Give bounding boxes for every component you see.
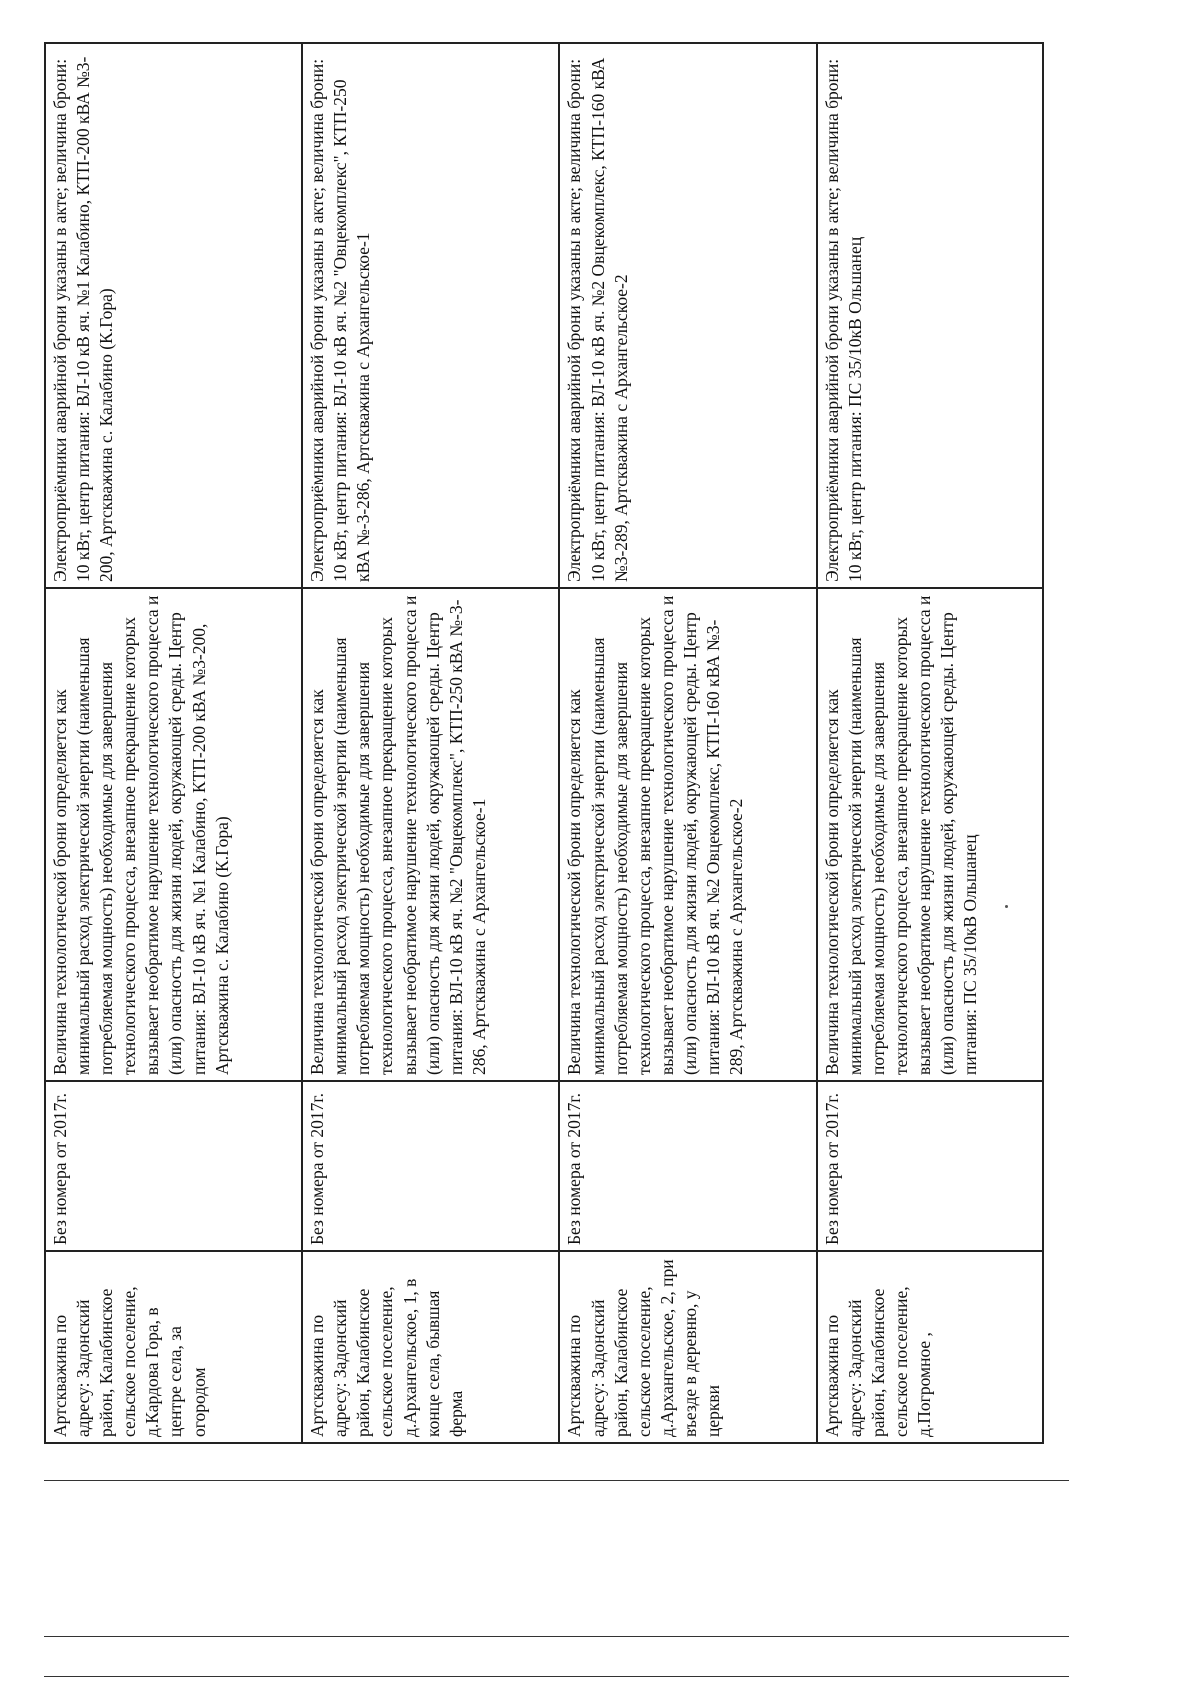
- table-row: [302, 43, 559, 1443]
- rotated-table-inner: [44, 44, 1044, 1444]
- table-row: [45, 43, 302, 1443]
- object-cell: Артскважина по адресу: Задонский район, Калабинское сельское поселение, д.Архангельское, 1, в конце села, бывшая ферма: [302, 1251, 559, 1443]
- act-cell: Без номера от 2017г.: [302, 1081, 559, 1251]
- emergency-reserve-cell: Электроприёмники аварийной брони указаны в акте; величина брони: 10 кВт, центр питания: ВЛ-10 кВ яч. №1 Калабино, КТП-200 кВА №3-200, Артскважина с. Калабино (К.Гора): [45, 43, 302, 588]
- tech-reserve-cell: Величина технологической брони определяется как минимальный расход электрической энергии (наименьшая потребляемая мощность) необходимые для завершения технологического процесса, внезапное прекращение которых вызывает необратимое нарушение технологического процесса и (или) опасность для жизни людей, окружающей среды. Центр питания: ПС 35/10кВ Ольшанец: [817, 588, 1043, 1081]
- tech-reserve-cell: Величина технологической брони определяется как минимальный расход электрической энергии (наименьшая потребляемая мощность) необходимые для завершения технологического процесса, внезапное прекращение которых вызывает необратимое нарушение технологического процесса и (или) опасность для жизни людей, окружающей среды. Центр питания: ВЛ-10 кВ яч. №1 Калабино, КТП-200 кВА №3-200, Артскважина с. Калабино (К.Гора): [45, 588, 302, 1081]
- table-row: [817, 43, 1043, 1443]
- table-row: [559, 43, 816, 1443]
- reserve-table: [44, 42, 1044, 1444]
- emergency-reserve-cell: Электроприёмники аварийной брони указаны в акте; величина брони: 10 кВт, центр питания: ПС 35/10кВ Ольшанец: [817, 43, 1043, 588]
- tech-reserve-cell: Величина технологической брони определяется как минимальный расход электрической энергии (наименьшая потребляемая мощность) необходимые для завершения технологического процесса, внезапное прекращение которых вызывает необратимое нарушение технологического процесса и (или) опасность для жизни людей, окружающей среды. Центр питания: ВЛ-10 кВ яч. №2 "Овцекомплекс", КТП-250 кВА №-3-286, Артскважина с Архангельское-1: [302, 588, 559, 1081]
- act-cell: Без номера от 2017г.: [559, 1081, 816, 1251]
- emergency-reserve-cell: Электроприёмники аварийной брони указаны в акте; величина брони: 10 кВт, центр питания: ВЛ-10 кВ яч. №2 "Овцекомплекс", КТП-250 кВА №-3-286, Артскважина с Архангельское-1: [302, 43, 559, 588]
- object-cell: Артскважина по адресу: Задонский район, Калабинское сельское поселение, д.Архангельское, 2, при въезде в деревню, у церкви: [559, 1251, 816, 1443]
- act-cell: Без номера от 2017г.: [45, 1081, 302, 1251]
- divider-line: [44, 1636, 1069, 1637]
- emergency-reserve-cell: Электроприёмники аварийной брони указаны в акте; величина брони: 10 кВт, центр питания: ВЛ-10 кВ яч. №2 Овцекомплекс, КТП-160 кВА №3-289, Артскважина с Архангельское-2: [559, 43, 816, 588]
- rotated-table-area: [44, 44, 1044, 1444]
- scan-speck: [1005, 905, 1008, 908]
- divider-line: [44, 1676, 1069, 1677]
- divider-line: [44, 1480, 1069, 1481]
- tech-reserve-cell: Величина технологической брони определяется как минимальный расход электрической энергии (наименьшая потребляемая мощность) необходимые для завершения технологического процесса, внезапное прекращение которых вызывает необратимое нарушение технологического процесса и (или) опасность для жизни людей, окружающей среды. Центр питания: ВЛ-10 кВ яч. №2 Овцекомплекс, КТП-160 кВА №3-289, Артскважина с Архангельское-2: [559, 588, 816, 1081]
- act-cell: Без номера от 2017г.: [817, 1081, 1043, 1251]
- object-cell: Артскважина по адресу: Задонский район, Калабинское сельское поселение, д.Погромное ,: [817, 1251, 1043, 1443]
- object-cell: Артскважина по адресу: Задонский район, Калабинское сельское поселение, д.Кардова Гора, в центре села, за огородом: [45, 1251, 302, 1443]
